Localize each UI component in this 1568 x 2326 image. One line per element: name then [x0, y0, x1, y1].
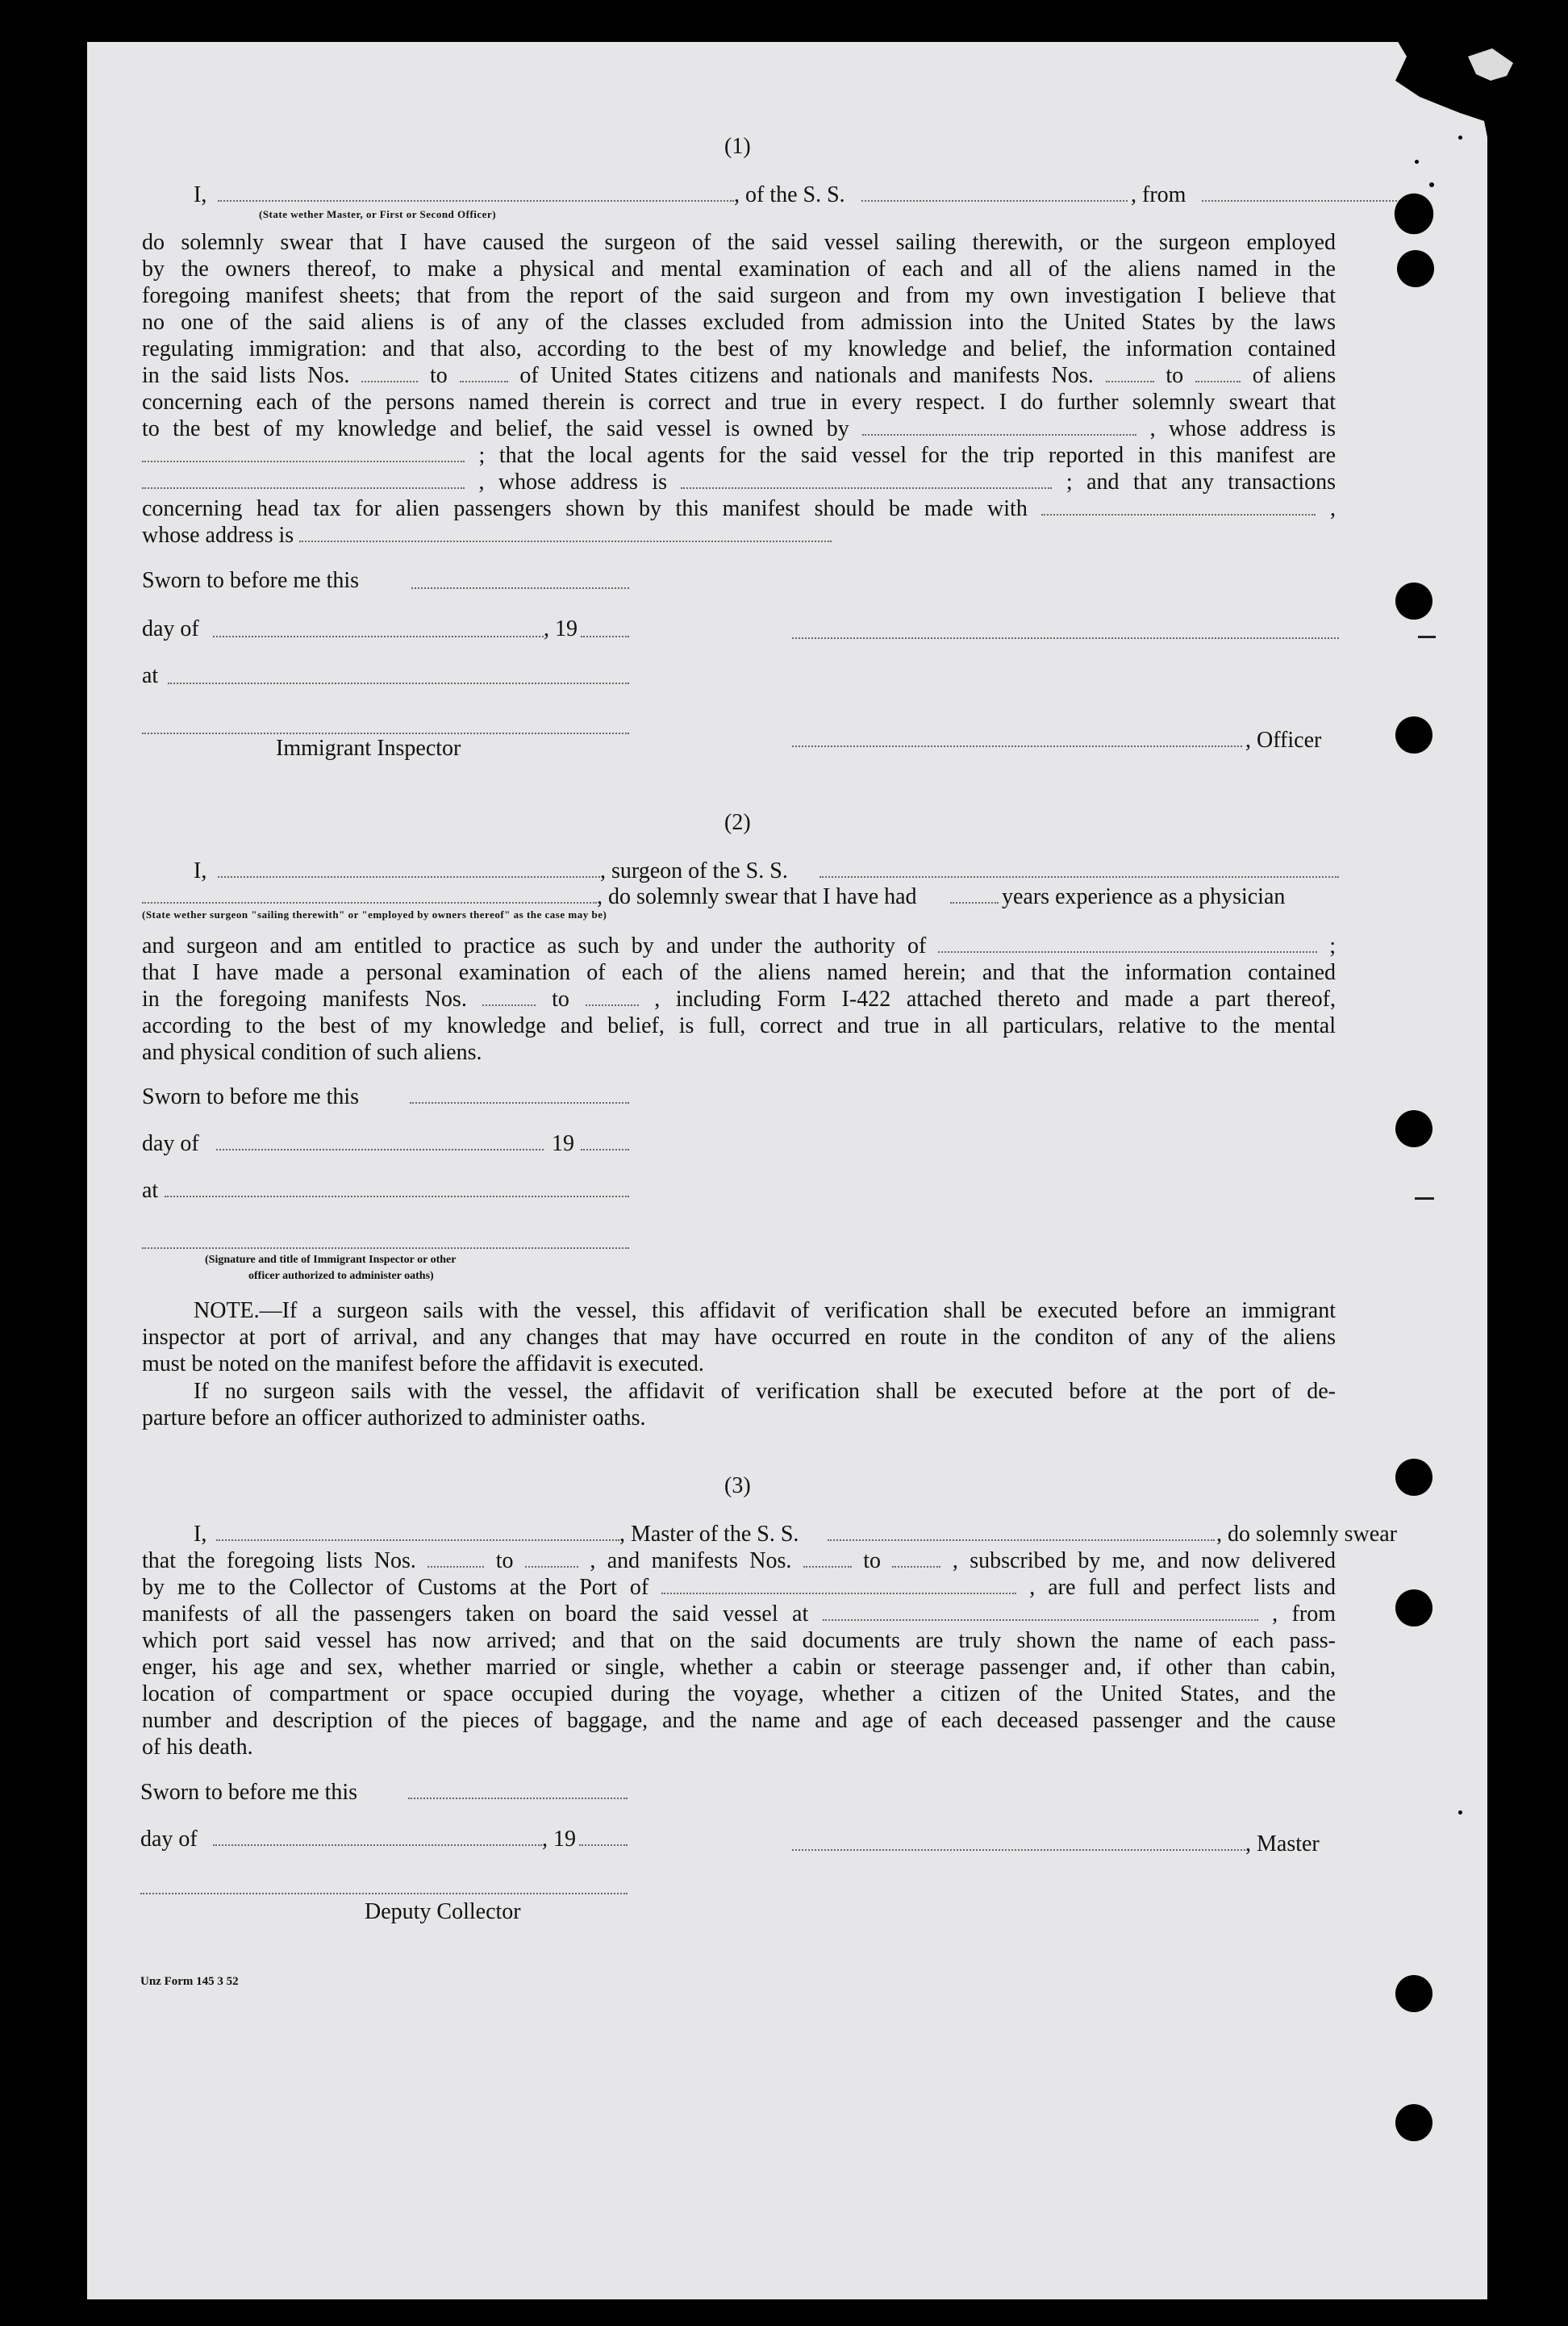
- s1-line-agents: ; that the local agents for the said vessel for the trip reported in this manifest are: [142, 442, 1336, 469]
- dash-mark: [1418, 636, 1436, 638]
- s2-authority-field[interactable]: [938, 933, 1317, 953]
- section-2-number: (2): [724, 810, 751, 835]
- s3-line: which port said vessel has now arrived; and that on the said documents are truly shown the name of each pass-: [142, 1628, 1336, 1653]
- note-paragraph-1: [142, 1297, 1336, 1377]
- s1-officer-name-line[interactable]: [218, 200, 734, 202]
- s1-agents-field[interactable]: [142, 470, 465, 489]
- s3-manifests-to-field[interactable]: [892, 1548, 940, 1568]
- binder-hole: [1395, 716, 1432, 754]
- s2-sig-caption-1: (Signature and title of Immigrant Inspector or other: [205, 1254, 457, 1266]
- s1-headtax-field[interactable]: [1041, 496, 1316, 516]
- s1-of-ss: , of the S. S.: [734, 182, 845, 207]
- s3-day-of: day of: [140, 1827, 198, 1852]
- s1-inspector-line[interactable]: [142, 733, 629, 734]
- s3-lists-to-field[interactable]: [525, 1548, 578, 1568]
- s2-nineteen: 19: [552, 1131, 574, 1156]
- s1-owner-field[interactable]: [862, 416, 1136, 436]
- s2-year-line[interactable]: [581, 1149, 629, 1150]
- s3-line-board: manifests of all the passengers taken on board the said vessel at , from: [142, 1601, 1336, 1627]
- s3-lists-from-field[interactable]: [427, 1548, 484, 1568]
- s1-line: by the owners thereof, to make a physical and mental examination of each and all of the aliens named in the: [142, 257, 1336, 282]
- section-1-number: (1): [724, 134, 751, 159]
- note-line: NOTE.—If a surgeon sails with the vessel, this affidavit of verification shall be executed before an immigrant: [194, 1298, 1336, 1323]
- form-sheet: [87, 42, 1487, 2299]
- s3-line-port: by me to the Collector of Customs at the Port of , are full and perfect lists and: [142, 1575, 1337, 1600]
- note-line: parture before an officer authorized to administer oaths.: [142, 1405, 646, 1430]
- s1-line-agents-address: , whose address is ; and that any transactions: [142, 469, 1336, 495]
- s2-signature-line[interactable]: [142, 1247, 629, 1249]
- binder-hole: [1395, 1459, 1432, 1496]
- binder-hole: [1395, 194, 1433, 235]
- s1-line: regulating immigration: and that also, according to the best of my knowledge and belief, the information contained: [142, 336, 1336, 361]
- s3-sworn: Sworn to before me this: [140, 1780, 358, 1805]
- s3-i: I,: [194, 1522, 207, 1547]
- s3-sworn-day-line[interactable]: [408, 1798, 628, 1799]
- s1-day-of-line[interactable]: [213, 636, 544, 637]
- binder-hole: [1397, 250, 1434, 287]
- s2-vessel-line[interactable]: [819, 876, 1339, 878]
- s1-lists-from-field[interactable]: [361, 363, 418, 382]
- s2-line: that I have made a personal examination of each of the aliens named herein; and that the information contained: [142, 960, 1336, 985]
- s2-body: [142, 933, 1336, 1066]
- s1-line: foregoing manifest sheets; that from the report of the said surgeon and from my own investigation I believe that: [142, 283, 1336, 308]
- s1-inspector: Immigrant Inspector: [276, 736, 461, 761]
- s3-year-line[interactable]: [579, 1844, 628, 1846]
- s2-day-of: day of: [142, 1131, 199, 1156]
- s3-line: location of compartment or space occupied during the voyage, whether a citizen of the United States, and the: [142, 1681, 1336, 1706]
- note-line: If no surgeon sails with the vessel, the affidavit of verification shall be executed before at the port of de-: [194, 1379, 1336, 1404]
- s1-body: [142, 229, 1336, 549]
- s2-manifests-to-field[interactable]: [586, 987, 639, 1006]
- binder-hole: [1395, 1975, 1432, 2012]
- s2-line: and physical condition of such aliens.: [142, 1040, 482, 1065]
- s1-manifests-from-field[interactable]: [1106, 363, 1154, 382]
- note-line: inspector at port of arrival, and any changes that may have occurred en route in the conditon of any of the aliens: [142, 1325, 1336, 1350]
- s3-body: [142, 1547, 1336, 1760]
- s3-line: number and description of the pieces of baggage, and the name and age of each deceased passenger and the cause: [142, 1708, 1336, 1733]
- s1-at-line[interactable]: [168, 683, 629, 684]
- s3-master-signature-line[interactable]: [792, 1849, 1245, 1851]
- binder-hole: [1395, 583, 1432, 620]
- s2-surgeon-name-line[interactable]: [218, 876, 600, 878]
- s1-day-of: day of: [142, 616, 199, 641]
- s1-signature-line[interactable]: [792, 637, 1339, 639]
- s2-i: I,: [194, 858, 207, 883]
- s1-headtax-address-field[interactable]: [299, 523, 832, 542]
- s2-years-exp: years experience as a physician: [1002, 884, 1286, 909]
- section-3-number: (3): [724, 1473, 751, 1498]
- s1-officer: , Officer: [1245, 728, 1322, 753]
- s3-nineteen: , 19: [542, 1827, 576, 1852]
- s1-from-line[interactable]: [1202, 200, 1403, 202]
- s2-day-of-line[interactable]: [216, 1149, 544, 1150]
- binder-hole: [1395, 2104, 1432, 2141]
- s3-line: of his death.: [142, 1735, 253, 1760]
- s2-sworn-day-line[interactable]: [410, 1102, 629, 1104]
- s3-swear: , do solemnly swear: [1216, 1522, 1397, 1547]
- s1-line: no one of the said aliens is of any of the classes excluded from admission into the United States by the laws: [142, 310, 1336, 335]
- s1-sworn: Sworn to before me this: [142, 568, 360, 593]
- s1-nineteen: , 19: [544, 616, 578, 641]
- s1-lists-to-field[interactable]: [460, 363, 508, 382]
- form-id: Unz Form 145 3 52: [140, 1975, 239, 1988]
- s2-hint: (State wether surgeon "sailing therewith" or "employed by owners thereof" as the case may be): [142, 908, 607, 921]
- s1-line: do solemnly swear that I have caused the surgeon of the said vessel sailing therewith, or the surgeon employed: [142, 230, 1336, 255]
- note-line: must be noted on the manifest before the affidavit is executed.: [142, 1351, 704, 1376]
- s1-line-lists: in the said lists Nos. to of United States citizens and nationals and manifests Nos. to of aliens: [142, 363, 1337, 388]
- s2-capacity-line[interactable]: [142, 902, 597, 904]
- speck-mark: [1458, 1810, 1462, 1814]
- s2-line-authority: and surgeon and am entitled to practice as such by and under the authority of ;: [142, 933, 1337, 958]
- s1-from: , from: [1131, 182, 1186, 207]
- s3-deputy: Deputy Collector: [365, 1899, 521, 1924]
- s1-line-owner: to the best of my knowledge and belief, the said vessel is owned by , whose address is: [142, 416, 1337, 441]
- s2-at-line[interactable]: [165, 1196, 629, 1197]
- s2-sworn: Sworn to before me this: [142, 1084, 360, 1109]
- s2-swear: , do solemnly swear that I have had: [597, 884, 917, 909]
- torn-corner: [1371, 24, 1568, 161]
- s3-day-of-line[interactable]: [213, 1844, 542, 1846]
- s3-line-lists: that the foregoing lists Nos. to , and manifests Nos. to , subscribed by me, and now delivered: [142, 1548, 1337, 1573]
- dash-mark: [1415, 1197, 1434, 1200]
- s1-owner-address-field[interactable]: [142, 443, 465, 462]
- s2-line-manifests: in the foregoing manifests Nos. to , including Form I-422 attached thereto and made a part thereof,: [142, 987, 1336, 1012]
- s3-boarded-at-field[interactable]: [823, 1601, 1258, 1621]
- s1-year-line[interactable]: [581, 636, 629, 637]
- s2-sig-caption-2: officer authorized to administer oaths): [248, 1270, 434, 1282]
- s3-master-of-ss: , Master of the S. S.: [619, 1522, 799, 1547]
- s1-agents-address-field[interactable]: [681, 470, 1052, 489]
- s1-manifests-to-field[interactable]: [1195, 363, 1241, 382]
- s3-master: , Master: [1245, 1831, 1320, 1856]
- s1-i: I,: [194, 182, 207, 207]
- s1-at: at: [142, 663, 159, 688]
- note-paragraph-2: [142, 1378, 1336, 1431]
- s1-sworn-day-line[interactable]: [411, 587, 629, 589]
- s3-vessel-line[interactable]: [828, 1539, 1215, 1541]
- binder-hole: [1395, 1589, 1432, 1627]
- s2-surgeon-of-ss: , surgeon of the S. S.: [600, 858, 788, 883]
- s2-years-line[interactable]: [950, 902, 999, 904]
- s3-port-field[interactable]: [661, 1575, 1016, 1594]
- s2-at: at: [142, 1178, 159, 1203]
- s1-hint: (State wether Master, or First or Second Officer): [259, 208, 497, 220]
- s3-manifests-from-field[interactable]: [803, 1548, 852, 1568]
- s3-deputy-line[interactable]: [140, 1893, 628, 1894]
- s3-master-name-line[interactable]: [216, 1539, 619, 1541]
- s3-line: enger, his age and sex, whether married or single, whether a cabin or steerage passenger and, if other than cabin,: [142, 1655, 1336, 1680]
- speck-mark: [1429, 182, 1434, 187]
- s1-line: concerning each of the persons named therein is correct and true in every respect. I do further solemnly sweart that: [142, 390, 1336, 415]
- binder-hole: [1395, 1110, 1432, 1147]
- s2-manifests-from-field[interactable]: [482, 987, 536, 1006]
- s1-officer-line[interactable]: [792, 745, 1242, 747]
- s1-line-headtax: concerning head tax for alien passengers shown by this manifest should be made with ,: [142, 496, 1337, 521]
- s2-line: according to the best of my knowledge and belief, is full, correct and true in all particulars, relative to the mental: [142, 1013, 1336, 1038]
- s1-vessel-line[interactable]: [861, 200, 1128, 202]
- s1-line-headtax-address: whose address is: [142, 522, 1336, 549]
